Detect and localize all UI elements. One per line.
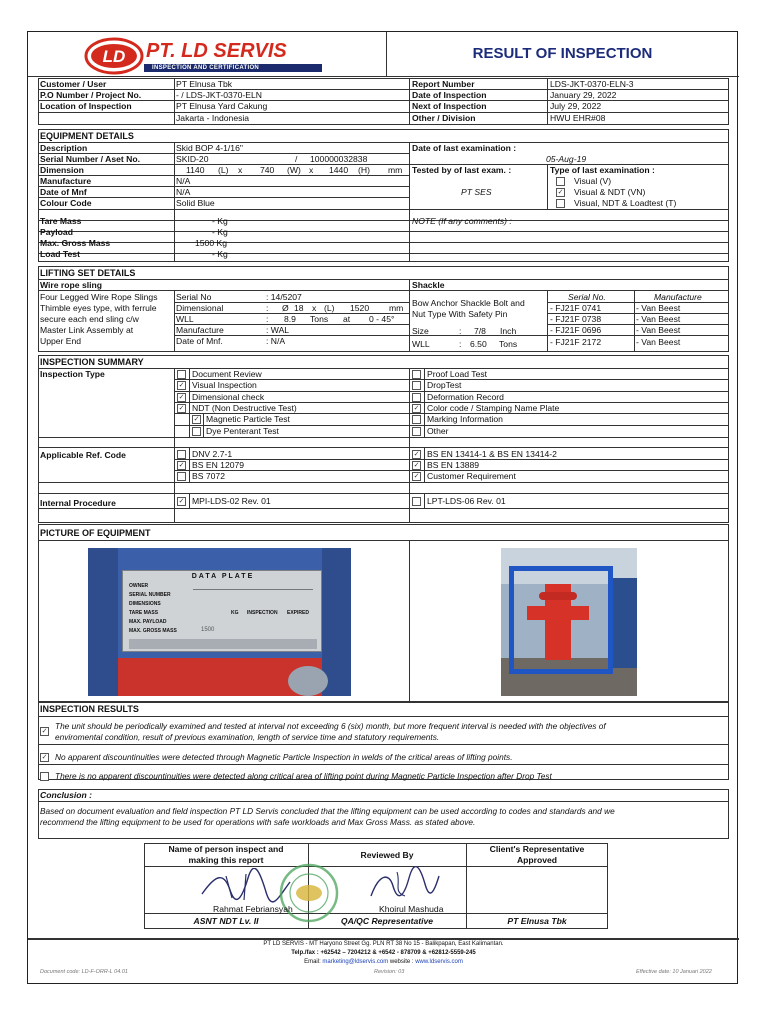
wire-wll-at: at: [343, 314, 351, 324]
plate-row-tare: TARE MASS: [129, 610, 159, 616]
result-1-checkbox[interactable]: [40, 727, 49, 736]
manufacture-label: Manufacture: [40, 176, 92, 186]
plate-title: DATA PLATE: [191, 573, 255, 580]
description-label: Description: [40, 143, 88, 153]
wire-dim-mm: mm: [389, 303, 404, 313]
proof-load-label: Proof Load Test: [427, 369, 488, 379]
wire-wll-value: 8.9: [284, 314, 296, 324]
note-label: NOTE (If any comments) :: [412, 216, 512, 226]
dimension-height: 1440: [329, 165, 349, 175]
plate-gross-value: 1500: [201, 627, 215, 633]
serial-number-label: Serial Number / Aset No.: [40, 154, 140, 164]
other-checkbox[interactable]: [412, 427, 421, 436]
dimension-label: Dimension: [40, 165, 84, 175]
shackle-serial-2: - FJ21F 0738: [550, 314, 602, 324]
drop-test-label: DropTest: [427, 380, 462, 390]
dimension-mm: mm: [388, 165, 403, 175]
wire-dim-size: 18: [294, 303, 304, 313]
logo-text: LD: [102, 47, 126, 66]
result-2-checkbox[interactable]: [40, 753, 49, 762]
shackle-wll-colon: :: [459, 339, 462, 349]
shackle-serial-1: - FJ21F 0741: [550, 303, 602, 313]
client-role: PT Elnusa Tbk: [507, 916, 567, 926]
footer-doc-code: Document code: LD-F-ORR-L 04.01: [40, 969, 128, 975]
conclusion-line-1: Based on document evaluation and field inspection PT LD Servis concluded that the lifting equipment can be used according to codes and standards and we: [40, 806, 615, 816]
customer-requirement-label: Customer Requirement: [427, 471, 516, 481]
next-inspection-value: July 29, 2022: [550, 101, 602, 111]
date-inspection-label: Date of Inspection: [412, 90, 487, 100]
dimension-x1: x: [238, 165, 243, 175]
reviewer-name: Khoirul Mashuda: [379, 904, 444, 914]
footer-website-link[interactable]: www.ldservis.com: [415, 959, 463, 965]
last-exam-value: 05-Aug-19: [546, 154, 587, 164]
marking-information-label: Marking Information: [427, 414, 503, 424]
wire-dom-label: Date of Mnf.: [176, 336, 223, 346]
bs-en-12079-label: BS EN 12079: [192, 460, 245, 470]
mpi-procedure-label: MPI-LDS-02 Rev. 01: [192, 496, 271, 506]
sig-col1-head-1: Name of person inspect and: [168, 844, 284, 854]
visual-checkbox[interactable]: [556, 177, 565, 186]
footer-website-label: website :: [388, 959, 416, 965]
company-logo: [84, 36, 324, 78]
document-review-label: Document Review: [192, 369, 262, 379]
shackle-wll-unit: Tons: [499, 339, 518, 349]
footer-address: PT LD SERVIS - MT Haryono Street Gg. PLN RT 38 No 15 - Balikpapan, East Kalimantan.: [263, 941, 504, 947]
lpt-procedure-label: LPT-LDS-06 Rev. 01: [427, 496, 506, 506]
date-of-mnf-label: Date of Mnf: [40, 187, 87, 197]
proof-load-checkbox[interactable]: [412, 370, 421, 379]
bs-en-13889-label: BS EN 13889: [427, 460, 480, 470]
wire-manufacture-value: : WAL: [266, 325, 290, 335]
plate-row-dimensions: DIMENSIONS: [129, 601, 161, 607]
plate-row-gross: MAX. GROSS MASS: [129, 628, 177, 634]
payload-label: Payload: [40, 227, 73, 237]
dimension-x2: x: [309, 165, 314, 175]
shackle-heading: Shackle: [412, 280, 445, 290]
report-number-value: LDS-JKT-0370-ELN-3: [550, 79, 634, 89]
type-last-exam-label: Type of last examination :: [550, 165, 655, 175]
tested-by-label: Tested by of last exam. :: [412, 165, 512, 175]
wire-wll-unit: Tons: [310, 314, 329, 324]
visual-ndt-checkbox[interactable]: [556, 188, 565, 197]
shackle-serial-3: - FJ21F 0696: [550, 325, 602, 335]
plate-expired-label: EXPIRED: [287, 610, 309, 616]
manufacture-value: N/A: [176, 176, 191, 186]
po-value: - / LDS-JKT-0370-ELN: [176, 90, 262, 100]
visual-inspection-label: Visual Inspection: [192, 380, 257, 390]
conclusion-line-2: recommend the lifting equipment to be used for operations with safe workloads and Max Gross Mass. as stated above.: [40, 817, 476, 827]
bs-7072-checkbox[interactable]: [177, 472, 186, 481]
visual-inspection-checkbox[interactable]: [177, 381, 186, 390]
result-1-line-1: The unit should be periodically examined and tested at interval not exceeding 6 (six) month, but more frequent interval is needed with the objectives of: [55, 721, 606, 731]
colour-code-label: Colour Code: [40, 198, 92, 208]
wire-dim-l: (L): [324, 303, 335, 313]
footer-effective-date: Effective date: 10 Januari 2022: [636, 969, 712, 975]
footer-email-link[interactable]: marketing@ldservis.com: [322, 959, 389, 965]
visual-ndt-loadtest-option-label: Visual, NDT & Loadtest (T): [574, 198, 677, 208]
gross-mass-value: 1500 Kg: [195, 238, 228, 248]
mpi-procedure-checkbox[interactable]: [177, 497, 186, 506]
dnv-checkbox[interactable]: [177, 450, 186, 459]
colour-code-value: Solid Blue: [176, 198, 215, 208]
data-plate-photo: [88, 548, 351, 696]
date-of-mnf-value: N/A: [176, 187, 191, 197]
plate-inspection-label: INSPECTION: [247, 610, 278, 616]
bs-en-12079-checkbox[interactable]: [177, 461, 186, 470]
customer-label: Customer / User: [40, 79, 107, 89]
plate-row-serial: SERIAL NUMBER: [129, 592, 171, 598]
shackle-manu-3: - Van Beest: [636, 325, 681, 335]
customer-requirement-checkbox[interactable]: [412, 472, 421, 481]
next-inspection-label: Next of Inspection: [412, 101, 487, 111]
plate-kg-label: KG: [231, 610, 239, 616]
sig-col2-head: Reviewed By: [360, 850, 414, 860]
tested-by-value: PT SES: [461, 187, 492, 197]
ndt-checkbox[interactable]: [177, 404, 186, 413]
inspection-report-sheet: [27, 31, 738, 984]
inspector-name: Rahmat Febriansyah: [213, 904, 293, 914]
color-code-label: Color code / Stamping Name Plate: [427, 403, 560, 413]
wire-rope-heading: Wire rope sling: [40, 280, 102, 290]
division-value: HWU EHR#08: [550, 113, 606, 123]
customer-value: PT Elnusa Tbk: [176, 79, 233, 89]
inspector-role: ASNT NDT Lv. II: [193, 916, 259, 926]
description-value: Skid BOP 4-1/16": [176, 143, 243, 153]
inspection-type-label: Inspection Type: [40, 369, 105, 379]
result-2-line-1: No apparent discountinuities were detected through Magnetic Particle Inspection in welds of the critical areas of lifting points.: [55, 752, 513, 762]
marking-information-checkbox[interactable]: [412, 415, 421, 424]
magnetic-particle-checkbox[interactable]: [192, 415, 201, 424]
shackle-desc-1: Bow Anchor Shackle Bolt and: [412, 298, 525, 308]
load-test-label: Load Test: [40, 249, 80, 259]
shackle-manu-1: - Van Beest: [636, 303, 681, 313]
wire-desc-2: Thimble eyes type, with ferrule: [40, 303, 157, 313]
wire-desc-4: Master Link Assembly at: [40, 325, 134, 335]
company-tagline: INSPECTION AND CERTIFICATION: [152, 65, 260, 71]
visual-ndt-loadtest-checkbox[interactable]: [556, 199, 565, 208]
wire-wll-angle: 0 - 45°: [369, 314, 395, 324]
inspection-summary-table: [38, 355, 729, 523]
lifting-set-heading: LIFTING SET DETAILS: [40, 268, 136, 278]
division-label: Other / Division: [412, 113, 476, 123]
serial-number-value: SKID-20: [176, 154, 209, 164]
sig-col3-head-2: Approved: [516, 855, 558, 865]
result-3-checkbox[interactable]: [40, 772, 49, 781]
shackle-manu-4: - Van Beest: [636, 337, 681, 347]
shackle-desc-2: Nut Type With Safety Pin: [412, 309, 508, 319]
dimension-width: 740: [260, 165, 275, 175]
shackle-size-label: Size: [412, 326, 429, 336]
visual-ndt-option-label: Visual & NDT (VN): [574, 187, 646, 197]
wire-dom-value: : N/A: [266, 336, 286, 346]
shackle-size-colon: :: [459, 326, 462, 336]
inspection-results-heading: INSPECTION RESULTS: [40, 704, 139, 714]
serial-separator: /: [295, 154, 298, 164]
bs-en-13414-label: BS EN 13414-1 & BS EN 13414-2: [427, 449, 557, 459]
dimensional-check-label: Dimensional check: [192, 392, 265, 402]
gross-mass-label: Max. Gross Mass: [40, 238, 111, 248]
po-label: P.O Number / Project No.: [40, 90, 142, 100]
ndt-label: NDT (Non Destructive Test): [192, 403, 297, 413]
date-inspection-value: January 29, 2022: [550, 90, 617, 100]
wire-dimensional-label: Dimensional: [176, 303, 224, 313]
other-label: Other: [427, 426, 449, 436]
reviewer-signature: [363, 866, 443, 904]
wire-dim-dia: Ø: [282, 303, 289, 313]
plate-row-owner: OWNER: [129, 583, 149, 589]
drop-test-checkbox[interactable]: [412, 381, 421, 390]
tare-mass-value: - Kg: [212, 216, 228, 226]
picture-heading: PICTURE OF EQUIPMENT: [40, 528, 151, 538]
dimension-h-unit: (H): [358, 165, 370, 175]
location-value-1: PT Elnusa Yard Cakung: [176, 101, 268, 111]
sig-col1-head-2: making this report: [188, 855, 264, 865]
reviewer-role: QA/QC Representative: [340, 916, 434, 926]
document-title: RESULT OF INSPECTION: [472, 45, 653, 62]
shackle-wll-value: 6.50: [470, 339, 487, 349]
wire-desc-3: secure each end sling c/w: [40, 314, 139, 324]
document-review-checkbox[interactable]: [177, 370, 186, 379]
lpt-procedure-checkbox[interactable]: [412, 497, 421, 506]
dnv-label: DNV 2.7-1: [192, 449, 233, 459]
wire-dim-length: 1520: [350, 303, 370, 313]
wire-manufacture-label: Manufacture: [176, 325, 224, 335]
footer-email-label: Email:: [304, 959, 323, 965]
shackle-manu-2: - Van Beest: [636, 314, 681, 324]
load-test-value: - Kg: [212, 249, 228, 259]
company-stamp: [278, 862, 340, 924]
wire-desc-1: Four Legged Wire Rope Slings: [40, 292, 158, 302]
wire-desc-5: Upper End: [40, 336, 82, 346]
bs-en-13414-checkbox[interactable]: [412, 450, 421, 459]
inspection-summary-heading: INSPECTION SUMMARY: [40, 357, 144, 367]
color-code-checkbox[interactable]: [412, 404, 421, 413]
shackle-serial-column-header: Serial No.: [568, 292, 606, 302]
equipment-details-heading: EQUIPMENT DETAILS: [40, 131, 134, 141]
shackle-size-unit: Inch: [500, 326, 517, 336]
dimension-l-unit: (L): [218, 165, 229, 175]
dimension-length: 1140: [186, 165, 205, 175]
payload-value: - Kg: [212, 227, 228, 237]
magnetic-particle-label: Magnetic Particle Test: [206, 414, 290, 424]
company-name: PT. LD SERVIS: [146, 40, 287, 62]
deformation-record-label: Deformation Record: [427, 392, 504, 402]
dye-penetrant-checkbox[interactable]: [192, 427, 201, 436]
conclusion-label: Conclusion :: [40, 790, 93, 800]
dimensional-check-checkbox[interactable]: [177, 393, 186, 402]
bop-skid-photo: [501, 548, 637, 696]
location-label: Location of Inspection: [40, 101, 132, 111]
asset-number-value: 100000032838: [310, 154, 368, 164]
wire-dim-colon: :: [266, 303, 269, 313]
last-exam-label: Date of last examination :: [412, 143, 517, 153]
dimension-w-unit: (W): [287, 165, 301, 175]
result-3-line-1: There is no apparent discountinuities were detected along critical area of lifting point during Magnetic Particle Inspection after Drop Test: [55, 771, 552, 781]
footer-phone: Telp./fax : +62542 – 7204212 & +6542 - 878709 & +62812-5559-245: [291, 950, 476, 956]
footer-revision: Revision: 03: [374, 969, 405, 975]
bs-7072-label: BS 7072: [192, 471, 225, 481]
shackle-manufacture-column-header: Manufacture: [654, 292, 702, 302]
report-number-label: Report Number: [412, 79, 475, 89]
dye-penetrant-label: Dye Penterant Test: [206, 426, 279, 436]
shackle-wll-label: WLL: [412, 339, 430, 349]
bs-en-13889-checkbox[interactable]: [412, 461, 421, 470]
shackle-serial-4: - FJ21F 2172: [550, 337, 602, 347]
ref-code-label: Applicable Ref. Code: [40, 450, 126, 460]
shackle-size-value: 7/8: [474, 326, 486, 336]
wire-wll-colon: :: [266, 314, 269, 324]
sig-col3-head-1: Client's Representative: [489, 844, 585, 854]
wire-dim-x: x: [312, 303, 317, 313]
visual-option-label: Visual (V): [574, 176, 612, 186]
plate-row-payload: MAX. PAYLOAD: [129, 619, 167, 625]
internal-procedure-label: Internal Procedure: [40, 498, 116, 508]
wire-wll-label: WLL: [176, 314, 194, 324]
data-plate: [122, 570, 322, 652]
deformation-record-checkbox[interactable]: [412, 393, 421, 402]
result-1-line-2: enviromental condition, result of previous examination, length of service time and statutory requirements.: [55, 732, 440, 742]
location-value-2: Jakarta - Indonesia: [176, 113, 250, 123]
tare-mass-label: Tare Mass: [40, 216, 82, 226]
wire-serial-value: : 14/5207: [266, 292, 302, 302]
footer-contact: [28, 959, 739, 966]
wire-serial-label: Serial No: [176, 292, 212, 302]
